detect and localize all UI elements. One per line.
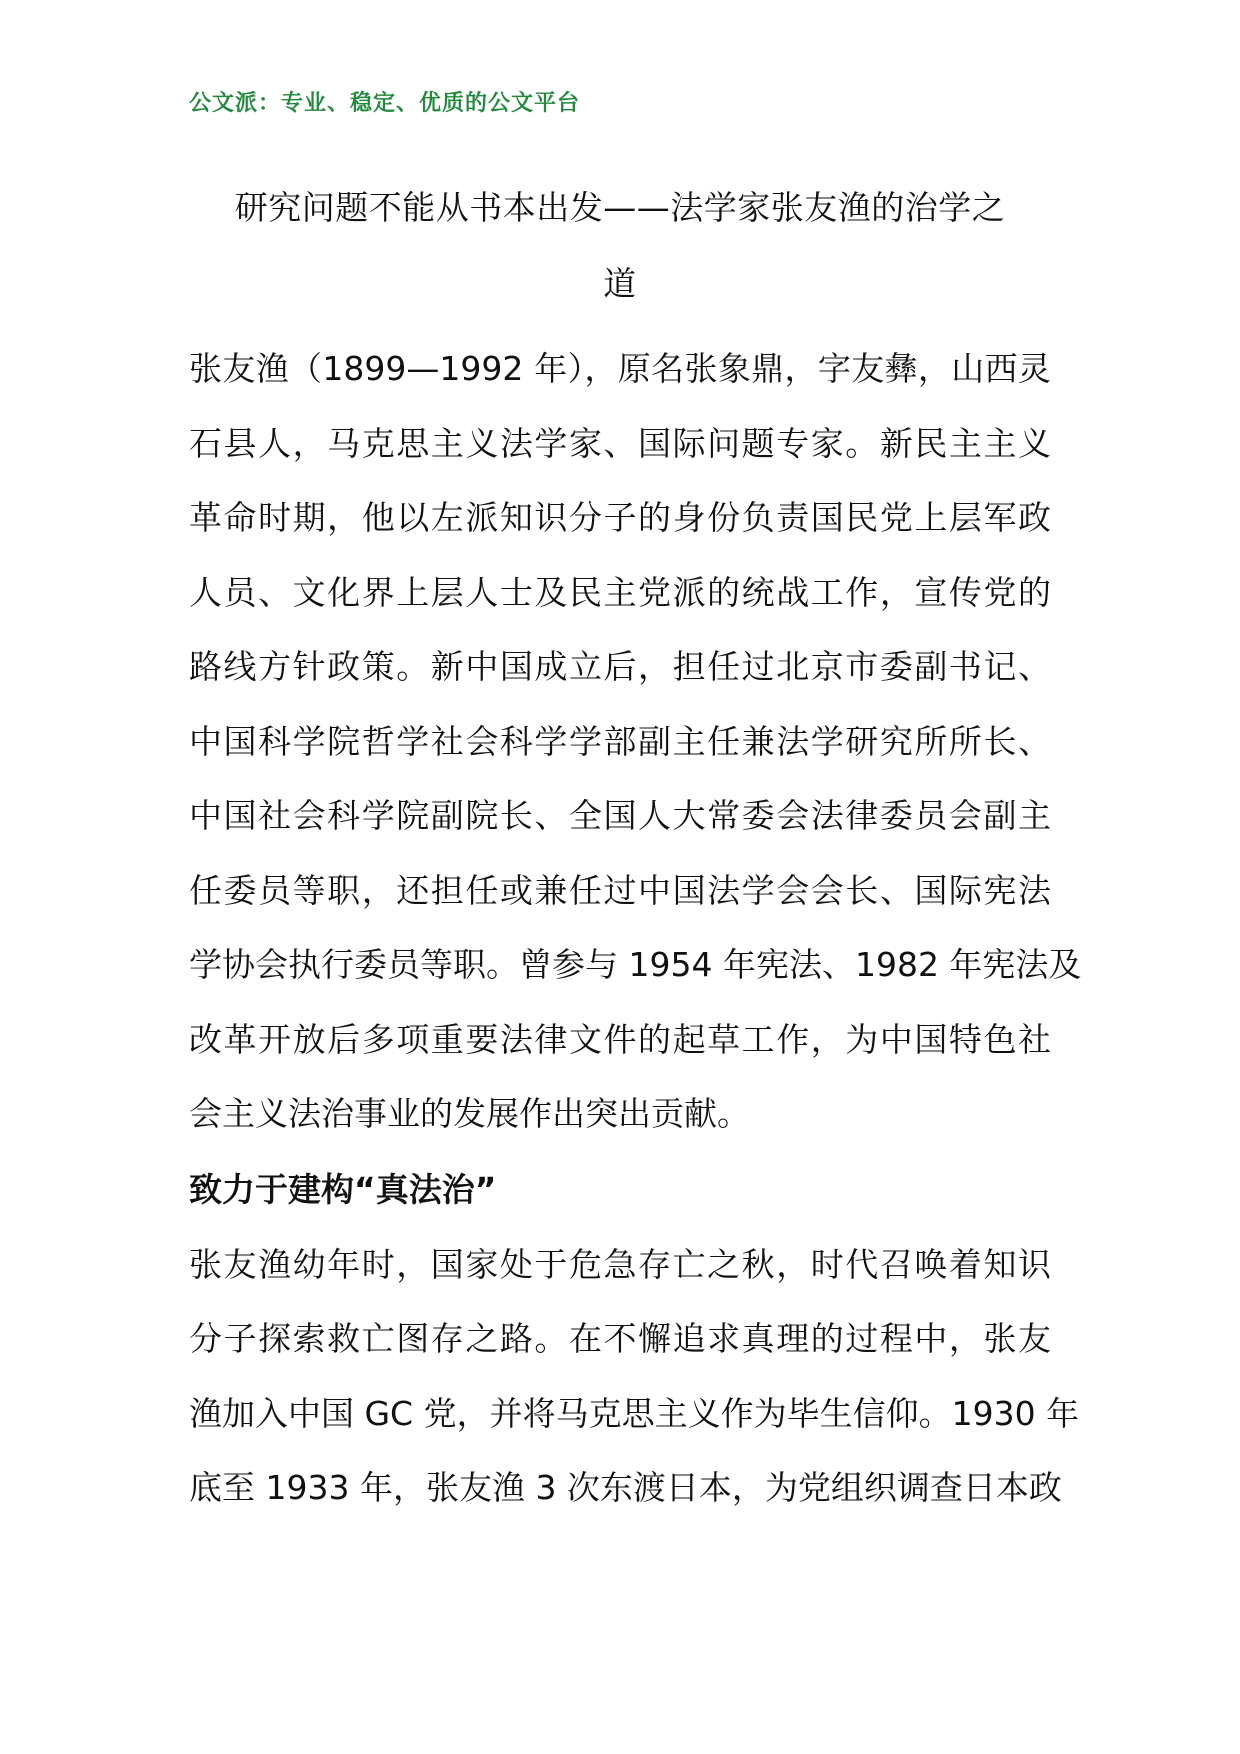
paragraph-line: 分子探索救亡图存之路。在不懈追求真理的过程中，张友	[189, 1319, 1051, 1358]
intro-paragraph	[189, 332, 1082, 1152]
paragraph-line: 张友渔幼年时，国家处于危急存亡之秋，时代召唤着知识	[189, 1244, 1051, 1284]
paragraph-line: 张友渔（1899—1992 年），原名张象鼎，字友彝，山西灵	[189, 349, 1051, 388]
paragraph-line: 改革开放后多项重要法律文件的起草工作，为中国特色社	[189, 1019, 1051, 1059]
paragraph-line: 底至 1933 年，张友渔 3 次东渡日本，为党组织调查日本政	[189, 1468, 1062, 1507]
article-body	[189, 332, 1082, 1526]
section-paragraph	[189, 1228, 1080, 1526]
paragraph-line: 渔加入中国 GC 党，并将马克思主义作为毕生信仰。1930 年	[189, 1393, 1080, 1433]
paragraph-line: 中国科学院哲学社会科学学部副主任兼法学研究所所长、	[189, 721, 1051, 761]
paragraph-line: 人员、文化界上层人士及民主党派的统战工作，宣传党的	[189, 572, 1051, 612]
paragraph-line: 会主义法治事业的发展作出突出贡献。	[189, 1094, 750, 1133]
header-banner: 公文派：专业、稳定、优质的公文平台	[189, 90, 581, 116]
paragraph-line: 革命时期，他以左派知识分子的身份负责国民党上层军政	[189, 498, 1051, 537]
paragraph-line: 学协会执行委员等职。曾参与 1954 年宪法、1982 年宪法及	[189, 945, 1082, 984]
paragraph-line: 石县人，马克思主义法学家、国际问题专家。新民主主义	[189, 423, 1051, 463]
article-title	[189, 170, 1051, 322]
title-line: 研究问题不能从书本出发——法学家张友渔的治学之	[234, 188, 1006, 227]
paragraph-line: 任委员等职，还担任或兼任过中国法学会会长、国际宪法	[189, 870, 1051, 910]
paragraph-line: 中国社会科学院副院长、全国人大常委会法律委员会副主	[189, 796, 1051, 835]
title-line: 道	[603, 264, 637, 303]
section-heading: 致力于建构“真法治”	[189, 1169, 497, 1209]
paragraph-line: 路线方针政策。新中国成立后，担任过北京市委副书记、	[189, 647, 1051, 686]
